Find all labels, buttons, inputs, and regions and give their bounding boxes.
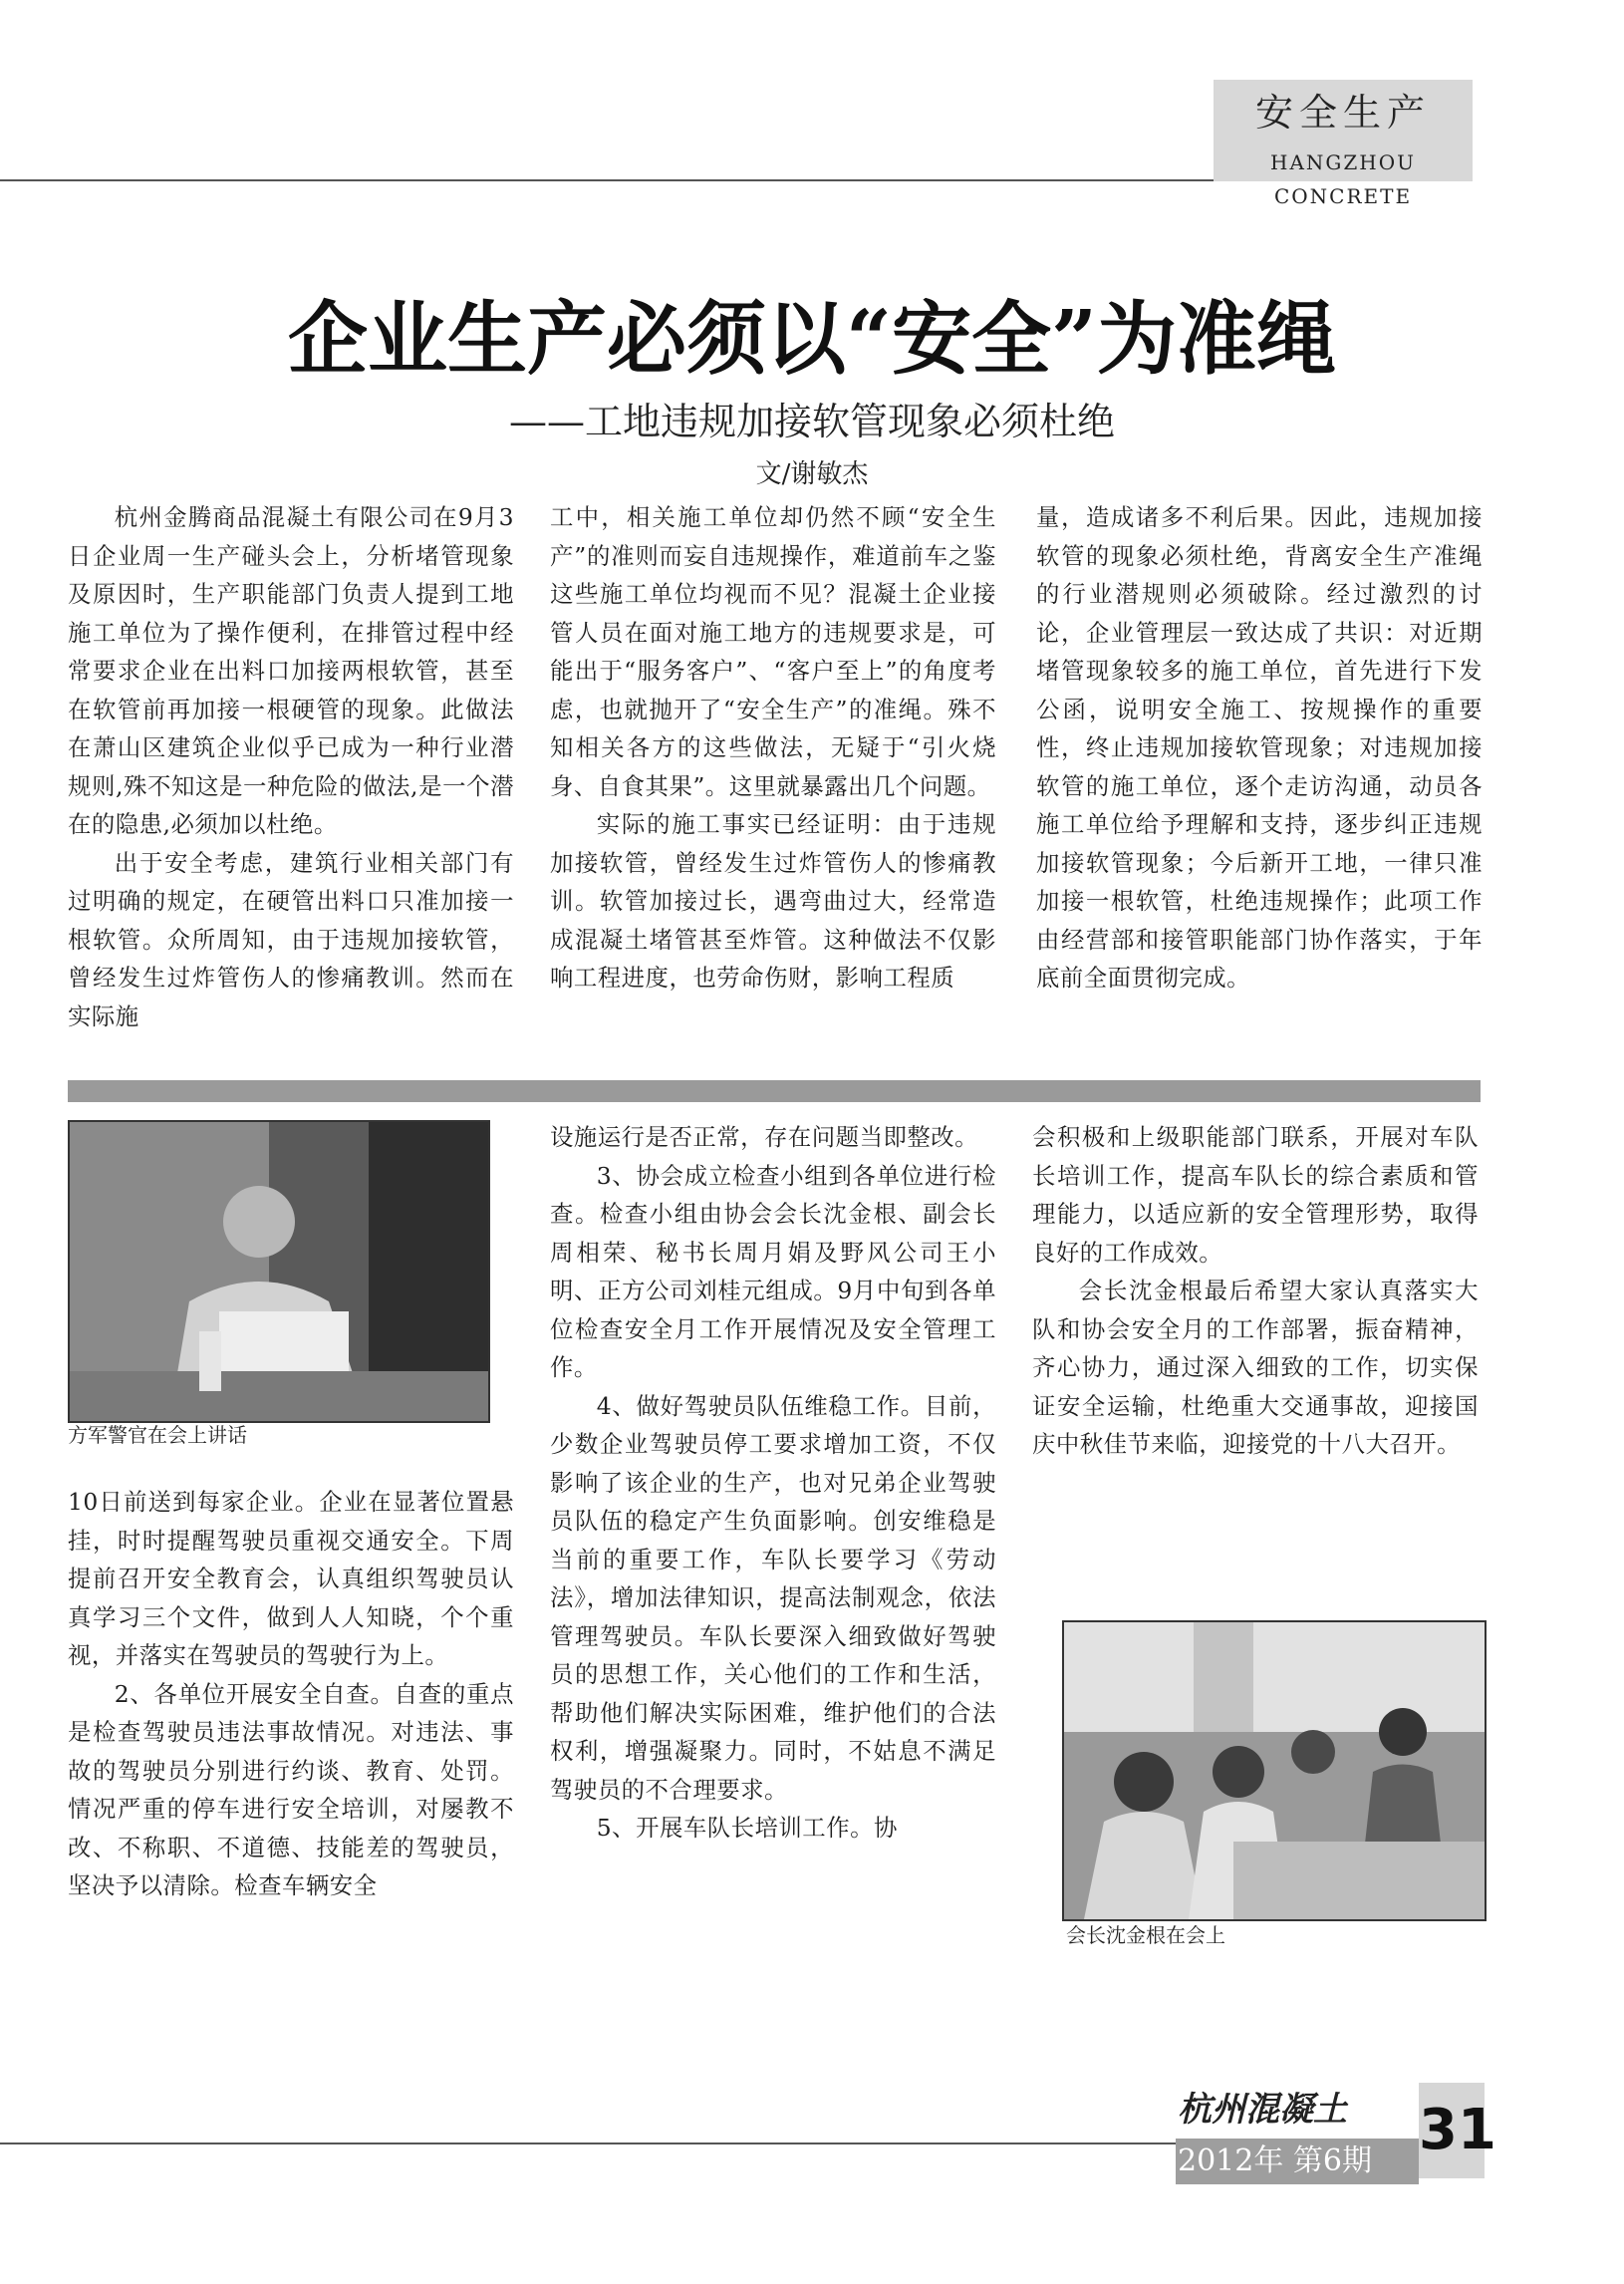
paragraph: 10日前送到每家企业。企业在显著位置悬挂，时时提醒驾驶员重视交通安全。下周提前召开安全教育会，认真组织驾驶员认真学习三个文件，做到人人知晓，个个重视，并落实在驾驶员的驾驶行为上。 bbox=[68, 1488, 514, 1669]
article-title: 企业生产必须以“安全”为准绳 bbox=[287, 292, 1337, 386]
article-byline: 文/谢敏杰 bbox=[755, 459, 869, 489]
paragraph: 5、开展车队长培训工作。协 bbox=[596, 1814, 898, 1842]
paragraph: 会长沈金根最后希望大家认真落实大队和协会安全月的工作部署，振奋精神，齐心协力，通过深入细致的工作，切实保证安全运输，杜绝重大交通事故，迎接国庆中秋佳节来临，迎接党的十八大召开。 bbox=[1032, 1277, 1479, 1458]
lower-column-2 bbox=[550, 1118, 996, 1848]
photo2-caption: 会长沈金根在会上 bbox=[1066, 1923, 1225, 1947]
paragraph: 实际的施工事实已经证明：由于违规加接软管，曾经发生过炸管伤人的惨痛教训。软管加接过长，遇弯曲过大，经常造成混凝土堵管甚至炸管。这种做法不仅影响工程进度，也劳命伤财，影响工程质 bbox=[550, 810, 996, 992]
section-title: 安全生产 bbox=[1254, 91, 1431, 135]
article-column-3 bbox=[1036, 498, 1483, 998]
page-number: 31 bbox=[1419, 2083, 1485, 2178]
photo1-caption: 方军警官在会上讲话 bbox=[68, 1423, 247, 1447]
paragraph: 4、做好驾驶员队伍维稳工作。目前，少数企业驾驶员停工要求增加工资，不仅影响了该企业的生产，也对兄弟企业驾驶员队伍的稳定产生负面影响。创安维稳是当前的重要工作，车队长要学习《劳动法》，增加法律知识，提高法制观念，依法管理驾驶员。车队长要深入细致做好驾驶员的思想工作，关心他们的工作和生活，帮助他们解决实际困难，维护他们的合法权利，增强凝聚力。同时，不姑息不满足驾驶员的不合理要求。 bbox=[550, 1391, 996, 1804]
lower-column-1 bbox=[68, 1483, 514, 1905]
photo-meeting bbox=[1062, 1620, 1487, 1921]
section-divider-bar bbox=[68, 1080, 1481, 1102]
paragraph: 量，造成诸多不利后果。因此，违规加接软管的现象必须杜绝，背离安全生产准绳的行业潜规则必须破除。经过激烈的讨论，企业管理层一致达成了共识：对近期堵管现象较多的施工单位，首先进行下发公函，说明安全施工、按规操作的重要性，终止违规加接软管现象；对违规加接软管的施工单位，逐个走访沟通，动员各施工单位给予理解和支持，逐步纠正违规加接软管现象；今后新开工地，一律只准加接一根软管，杜绝违规操作；此项工作由经营部和接管职能部门协作落实，于年底前全面贯彻完成。 bbox=[1036, 503, 1483, 992]
section-subtitle: HANGZHOU CONCRETE bbox=[1270, 150, 1416, 208]
lower-column-3 bbox=[1032, 1118, 1479, 1464]
footer-rule bbox=[0, 2142, 1176, 2144]
paragraph: 3、协会成立检查小组到各单位进行检查。检查小组由协会会长沈金根、副会长周相荣、秘书长周月娟及野风公司王小明、正方公司刘桂元组成。9月中旬到各单位检查安全月工作开展情况及安全管理工作。 bbox=[550, 1161, 996, 1381]
article-subtitle: ——工地违规加接软管现象必须杜绝 bbox=[508, 400, 1115, 443]
paragraph: 工中，相关施工单位却仍然不顾“安全生产”的准则而妄自违规操作，难道前车之鉴这些施工单位均视而不见？混凝土企业接管人员在面对施工地方的违规要求是，可能出于“服务客户”、“客户至上”的角度考虑，也就抛开了“安全生产”的准绳。殊不知相关各方的这些做法，无疑于“引火烧身、自食其果”。这里就暴露出几个问题。 bbox=[550, 503, 996, 800]
paragraph: 出于安全考虑，建筑行业相关部门有过明确的规定，在硬管出料口只准加接一根软管。众所周知，由于违规加接软管，曾经发生过炸管伤人的惨痛教训。然而在实际施 bbox=[68, 848, 514, 1030]
magazine-logo: 杭州混凝土 bbox=[1178, 2090, 1347, 2130]
photo-officer-speaking bbox=[68, 1120, 490, 1423]
paragraph: 会积极和上级职能部门联系，开展对车队长培训工作，提高车队长的综合素质和管理能力，以适应新的安全管理形势，取得良好的工作成效。 bbox=[1032, 1123, 1479, 1267]
article-column-2 bbox=[550, 498, 996, 998]
photo-meeting-graphic bbox=[1064, 1622, 1485, 1919]
paragraph: 杭州金腾商品混凝土有限公司在9月3日企业周一生产碰头会上，分析堵管现象及原因时，生产职能部门负责人提到工地施工单位为了操作便利，在排管过程中经常要求企业在出料口加接两根软管，甚至在软管前再加接一根硬管的现象。此做法在萧山区建筑企业似乎已成为一种行业潜规则,殊不知这是一种危险的做法,是一个潜在的隐患,必须加以杜绝。 bbox=[68, 503, 514, 838]
paragraph: 设施运行是否正常，存在问题当即整改。 bbox=[550, 1123, 979, 1151]
article-column-1 bbox=[68, 498, 514, 1035]
paragraph: 2、各单位开展安全自查。自查的重点是检查驾驶员违法事故情况。对违法、事故的驾驶员分别进行约谈、教育、处罚。情况严重的停车进行安全培训，对屡教不改、不称职、不道德、技能差的驾驶员，坚决予以清除。检查车辆安全 bbox=[68, 1679, 514, 1899]
issue-label: 2012年 第6期 bbox=[1178, 2143, 1372, 2178]
photo-officer-graphic bbox=[70, 1122, 488, 1421]
header-rule bbox=[0, 179, 1214, 181]
